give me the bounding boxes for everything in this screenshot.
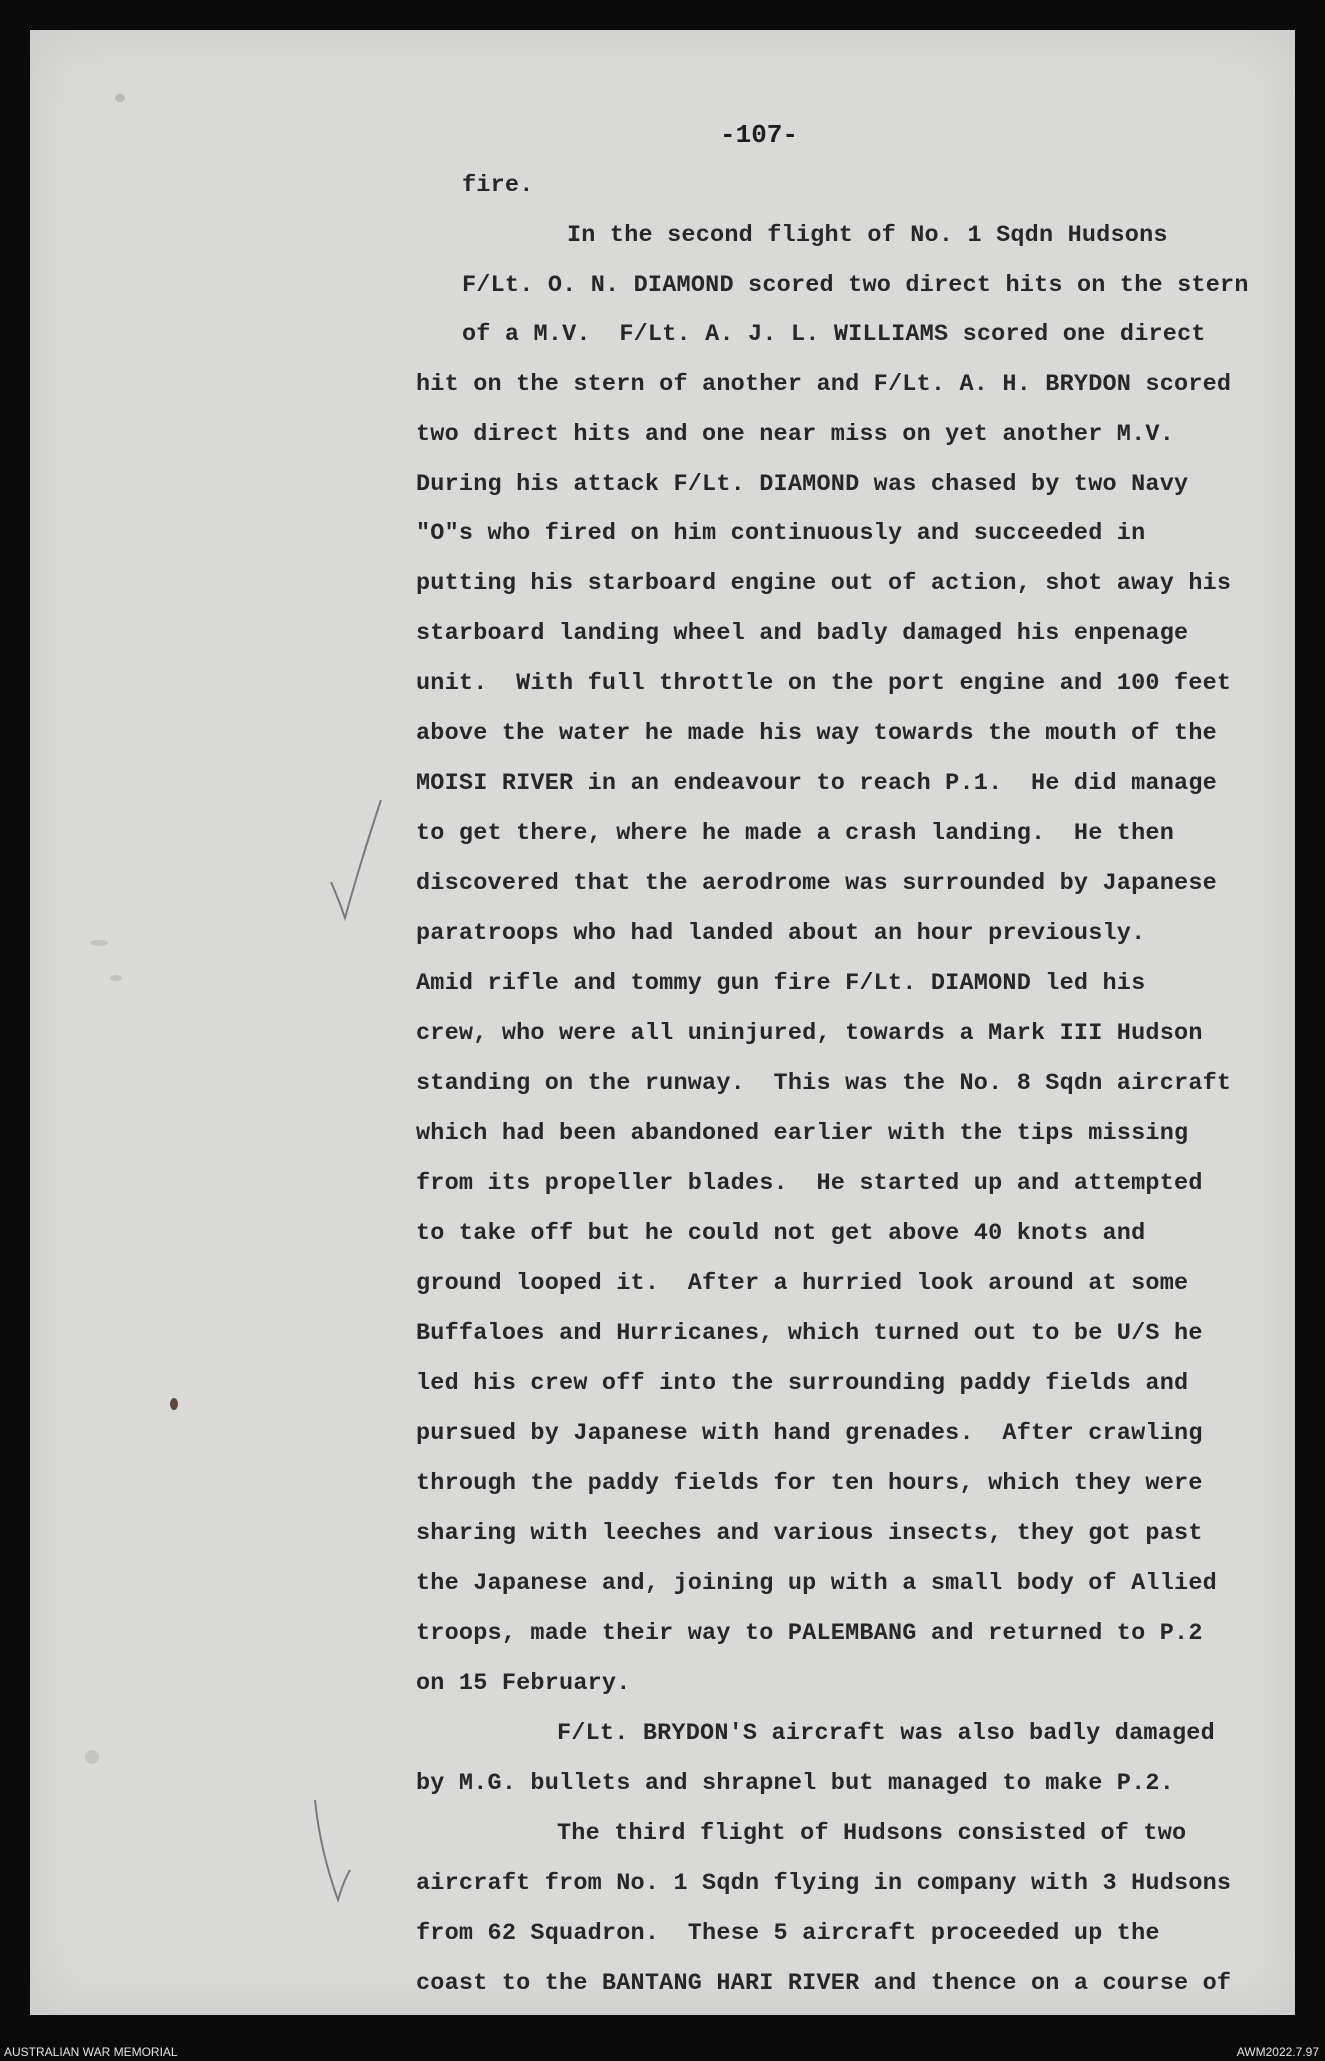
text-line: In the second flight of No. 1 Sqdn Hudsons — [567, 222, 1168, 249]
text-line: troops, made their way to PALEMBANG and returned to P.2 — [416, 1620, 1203, 1647]
text-line: sharing with leeches and various insects, they got past — [416, 1520, 1203, 1547]
page-number: -107- — [720, 120, 799, 150]
text-line: to take off but he could not get above 40 knots and — [416, 1220, 1146, 1247]
text-line: F/Lt. BRYDON'S aircraft was also badly damaged — [557, 1720, 1215, 1747]
text-line: of a M.V. F/Lt. A. J. L. WILLIAMS scored one direct — [462, 321, 1206, 348]
text-line: aircraft from No. 1 Sqdn flying in company with 3 Hudsons — [416, 1870, 1232, 1897]
paper-mark — [85, 1750, 99, 1764]
text-line: from its propeller blades. He started up and attempted — [416, 1170, 1203, 1197]
text-line: putting his starboard engine out of action, shot away his — [416, 570, 1232, 597]
paper-mark — [90, 940, 108, 946]
text-line: hit on the stern of another and F/Lt. A. H. BRYDON scored — [416, 371, 1232, 398]
text-line: two direct hits and one near miss on yet another M.V. — [416, 421, 1175, 448]
text-line: on 15 February. — [416, 1670, 631, 1697]
text-line: MOISI RIVER in an endeavour to reach P.1. He did manage — [416, 770, 1217, 797]
text-line: During his attack F/Lt. DIAMOND was chased by two Navy — [416, 471, 1189, 498]
text-line: starboard landing wheel and badly damaged his enpenage — [416, 620, 1189, 647]
text-line: crew, who were all uninjured, towards a Mark III Hudson — [416, 1020, 1203, 1047]
text-line: "O"s who fired on him continuously and succeeded in — [416, 520, 1146, 547]
text-line: from 62 Squadron. These 5 aircraft proceeded up the — [416, 1920, 1160, 1947]
paper-mark — [110, 975, 122, 981]
archive-footer — [0, 2036, 1325, 2061]
document-page — [30, 30, 1295, 2015]
text-line: discovered that the aerodrome was surrounded by Japanese — [416, 870, 1217, 897]
text-line: paratroops who had landed about an hour previously. — [416, 920, 1146, 947]
text-line: The third flight of Hudsons consisted of two — [557, 1820, 1187, 1847]
text-line: standing on the runway. This was the No. 8 Sqdn aircraft — [416, 1070, 1232, 1097]
archive-reference: AWM2022.7.97 — [1236, 2045, 1319, 2059]
text-line: coast to the BANTANG HARI RIVER and thence on a course of — [416, 1970, 1232, 1997]
text-line: to get there, where he made a crash landing. He then — [416, 820, 1175, 847]
text-line: above the water he made his way towards the mouth of the — [416, 720, 1217, 747]
paper-mark — [115, 94, 125, 102]
text-line: led his crew off into the surrounding paddy fields and — [416, 1370, 1189, 1397]
text-line: Buffaloes and Hurricanes, which turned out to be U/S he — [416, 1320, 1203, 1347]
archive-name: AUSTRALIAN WAR MEMORIAL — [4, 2045, 178, 2059]
text-line: ground looped it. After a hurried look around at some — [416, 1270, 1189, 1297]
text-line: F/Lt. O. N. DIAMOND scored two direct hits on the stern — [462, 272, 1249, 299]
text-line: through the paddy fields for ten hours, which they were — [416, 1470, 1203, 1497]
text-line: unit. With full throttle on the port engine and 100 feet — [416, 670, 1232, 697]
paper-mark — [170, 1398, 178, 1410]
text-line: fire. — [462, 172, 534, 199]
text-line: Amid rifle and tommy gun fire F/Lt. DIAMOND led his — [416, 970, 1146, 997]
text-line: the Japanese and, joining up with a small body of Allied — [416, 1570, 1217, 1597]
handwritten-checkmark-icon — [325, 790, 385, 930]
text-line: pursued by Japanese with hand grenades. After crawling — [416, 1420, 1203, 1447]
handwritten-checkmark-icon — [310, 1790, 370, 1910]
text-line: by M.G. bullets and shrapnel but managed to make P.2. — [416, 1770, 1175, 1797]
text-line: which had been abandoned earlier with the tips missing — [416, 1120, 1189, 1147]
